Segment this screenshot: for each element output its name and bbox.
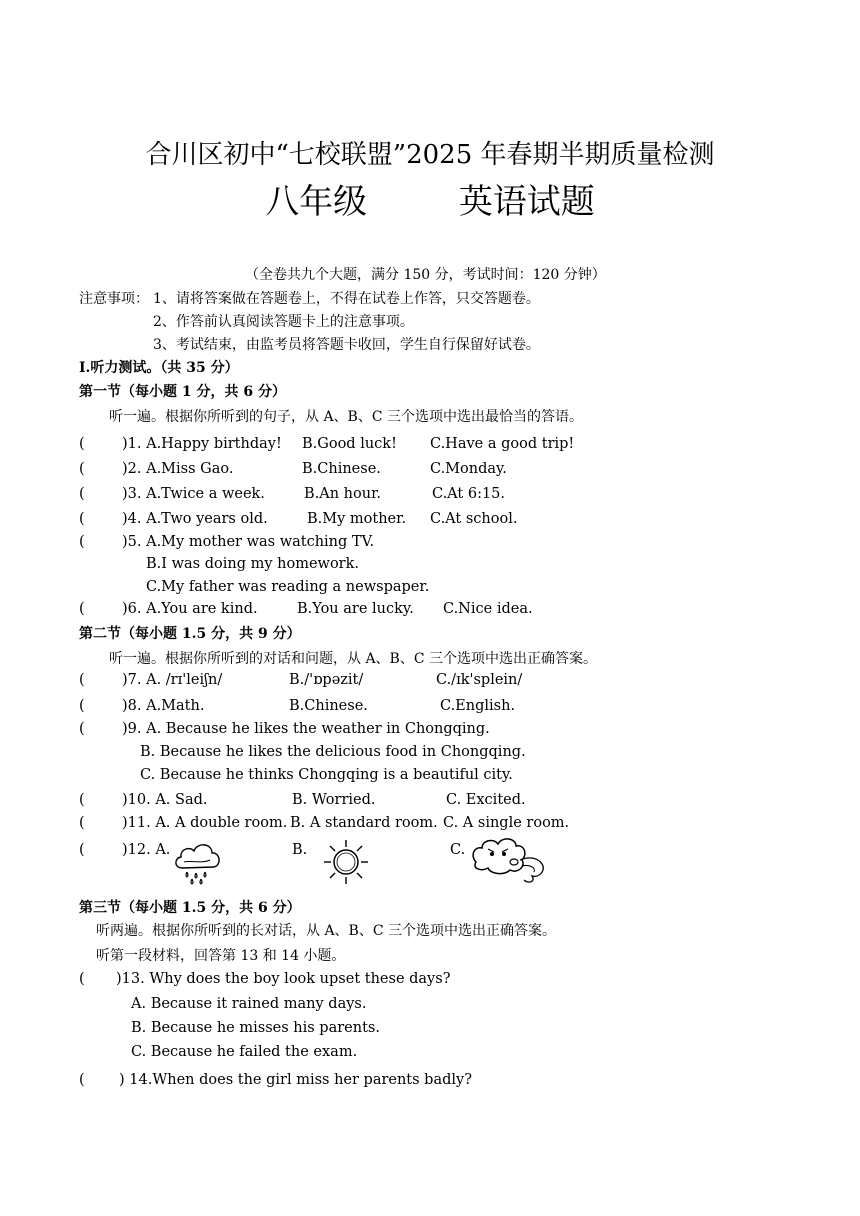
sun-icon xyxy=(322,838,370,886)
exam-info: （全卷共九个大题，满分 150 分，考试时间：120 分钟） xyxy=(245,267,606,283)
q8-option-a: )8. A.Math. xyxy=(122,698,205,714)
section1-title: 第一节（每小题 1 分，共 6 分） xyxy=(79,384,286,400)
q10-paren: ( xyxy=(79,792,85,808)
q1-option-a: )1. A.Happy birthday! xyxy=(122,436,282,452)
q5-option-b: B.I was doing my homework. xyxy=(146,556,360,572)
q10-option-c: C. Excited. xyxy=(446,792,526,808)
q7-option-c: C./ɪk'splein/ xyxy=(436,672,523,688)
q8-paren: ( xyxy=(79,698,85,714)
q3-option-c: C.At 6:15. xyxy=(432,486,506,502)
q6-paren: ( xyxy=(79,601,85,617)
q6-option-c: C.Nice idea. xyxy=(443,601,533,617)
q10-option-a: )10. A. Sad. xyxy=(122,792,208,808)
q3-option-a: )3. A.Twice a week. xyxy=(122,486,265,502)
q2-option-c: C.Monday. xyxy=(430,461,507,477)
q11-paren: ( xyxy=(79,815,85,831)
q11-option-b: B. A standard room. xyxy=(290,815,438,831)
q12-option-c: C. xyxy=(450,842,466,858)
q12-option-a: )12. A. xyxy=(122,842,171,858)
q11-option-c: C. A single room. xyxy=(443,815,570,831)
q4-option-a: )4. A.Two years old. xyxy=(122,511,268,527)
wind-cloud-icon xyxy=(470,834,548,886)
q2-paren: ( xyxy=(79,461,85,477)
q6-option-b: B.You are lucky. xyxy=(297,601,414,617)
q12-option-b: B. xyxy=(292,842,308,858)
q9-option-b: B. Because he likes the delicious food in Chongqing. xyxy=(140,744,526,760)
q8-option-b: B.Chinese. xyxy=(289,698,368,714)
note-item-3: 3、考试结束，由监考员将答题卡收回，学生自行保留好试卷。 xyxy=(153,337,540,353)
q9-option-a: )9. A. Because he likes the weather in Chongqing. xyxy=(122,721,490,737)
section3-title: 第三节（每小题 1.5 分，共 6 分） xyxy=(79,900,301,916)
q11-option-a: )11. A. A double room. xyxy=(122,815,288,831)
q13-paren: ( xyxy=(79,971,85,987)
section2-instruction: 听一遍。根据你所听到的对话和问题，从 A、B、C 三个选项中选出正确答案。 xyxy=(109,651,598,667)
q14-paren: ( xyxy=(79,1072,85,1088)
grade-label: 八年级 xyxy=(265,182,368,222)
rain-cloud-icon xyxy=(172,838,224,886)
q13-option-a: A. Because it rained many days. xyxy=(131,996,367,1012)
note-item-1: 1、请将答案做在答题卷上，不得在试卷上作答，只交答题卷。 xyxy=(153,291,540,307)
subject-label: 英语试题 xyxy=(458,182,595,222)
part1-title: Ⅰ.听力测试。（共 35 分） xyxy=(79,360,239,376)
section1-instruction: 听一遍。根据你所听到的句子，从 A、B、C 三个选项中选出最恰当的答语。 xyxy=(109,409,584,425)
q9-option-c: C. Because he thinks Chongqing is a beautiful city. xyxy=(140,767,513,783)
q5-paren: ( xyxy=(79,534,85,550)
q4-option-b: B.My mother. xyxy=(307,511,407,527)
q2-option-b: B.Chinese. xyxy=(302,461,381,477)
q13-question: )13. Why does the boy look upset these days? xyxy=(116,971,451,987)
q14-question: ) 14.When does the girl miss her parents badly? xyxy=(119,1072,472,1088)
q4-paren: ( xyxy=(79,511,85,527)
q13-option-c: C. Because he failed the exam. xyxy=(131,1044,358,1060)
section3-instruction: 听两遍。根据你所听到的长对话，从 A、B、C 三个选项中选出正确答案。 xyxy=(96,923,557,939)
section2-title: 第二节（每小题 1.5 分，共 9 分） xyxy=(79,626,301,642)
q3-option-b: B.An hour. xyxy=(304,486,382,502)
section3-material1: 听第一段材料，回答第 13 和 14 小题。 xyxy=(96,948,346,964)
q6-option-a: )6. A.You are kind. xyxy=(122,601,258,617)
exam-title: 合川区初中“七校联盟”2025 年春期半期质量检测 xyxy=(145,140,715,170)
q13-option-b: B. Because he misses his parents. xyxy=(131,1020,380,1036)
note-item-2: 2、作答前认真阅读答题卡上的注意事项。 xyxy=(153,314,414,330)
q2-option-a: )2. A.Miss Gao. xyxy=(122,461,234,477)
q1-option-c: C.Have a good trip! xyxy=(430,436,575,452)
q7-option-b: B./'ɒpəzit/ xyxy=(289,672,364,688)
q7-option-a: )7. A. /rɪ'leiʃn/ xyxy=(122,672,223,688)
exam-subtitle xyxy=(0,174,860,223)
notes-label: 注意事项： xyxy=(79,291,149,307)
q5-option-a: )5. A.My mother was watching TV. xyxy=(122,534,375,550)
q7-paren: ( xyxy=(79,672,85,688)
q1-paren: ( xyxy=(79,436,85,452)
q9-paren: ( xyxy=(79,721,85,737)
q8-option-c: C.English. xyxy=(440,698,516,714)
q5-option-c: C.My father was reading a newspaper. xyxy=(146,579,430,595)
q3-paren: ( xyxy=(79,486,85,502)
q4-option-c: C.At school. xyxy=(430,511,518,527)
q1-option-b: B.Good luck! xyxy=(302,436,397,452)
q10-option-b: B. Worried. xyxy=(292,792,376,808)
q12-paren: ( xyxy=(79,842,85,858)
